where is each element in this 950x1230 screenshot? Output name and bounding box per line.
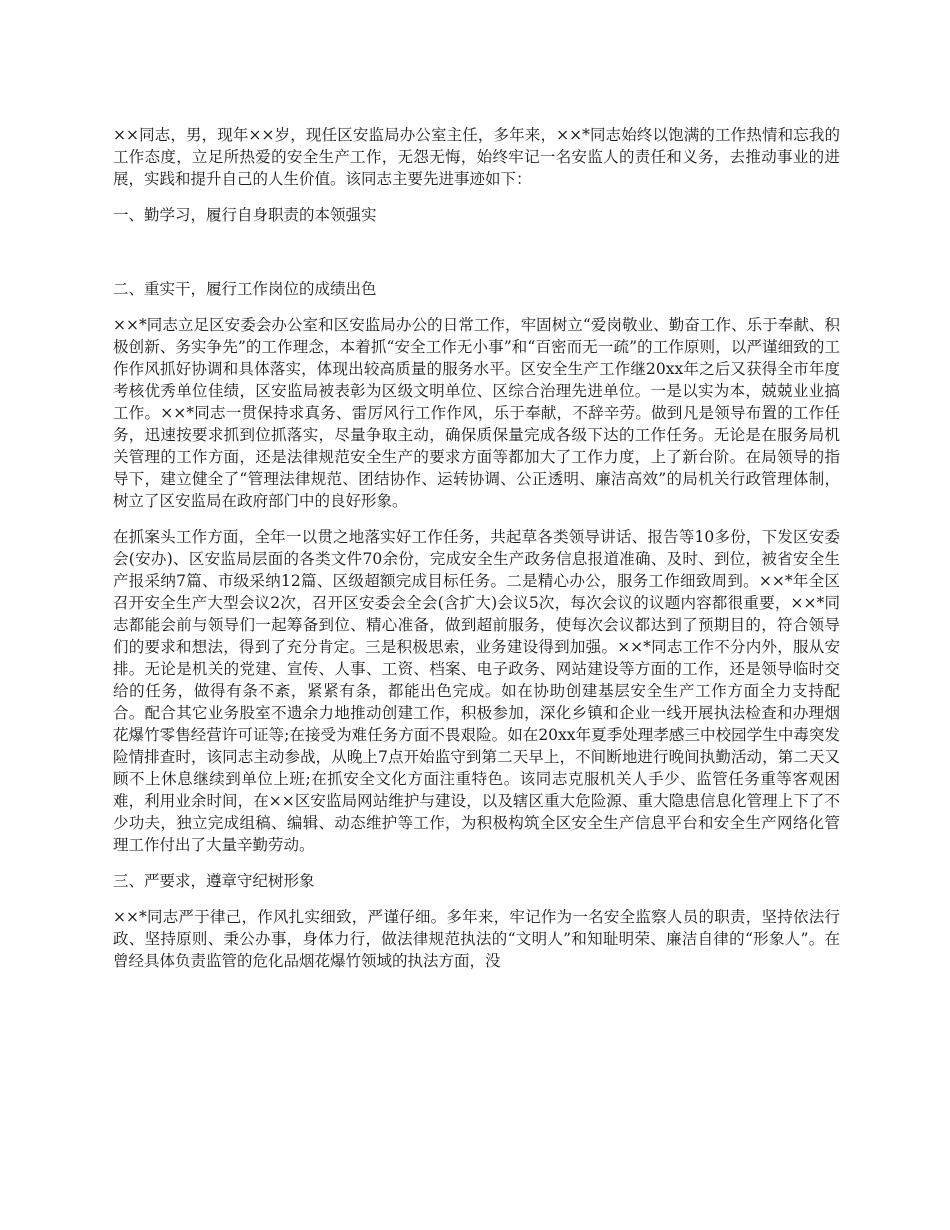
- section-2-paragraph-1: ××*同志立足区安委会办公室和区安监局办公的日常工作，牢固树立“爱岗敬业、勤奋工作、乐于奉献、积极创新、务实争先”的工作理念，本着抓“安全工作无小事”和“百密而无一疏”的工作原则，以严谨细致的工作作风抓好协调和具体落实，体现出较高质量的服务水平。区安全生产工作继20xx年之后又获得全市年度考核优秀单位佳绩，区安监局被表彰为区级文明单位、区综合治理先进单位。一是以实为本，兢兢业业搞工作。××*同志一贯保持求真务、雷厉风行工作作风，乐于奉献，不辞辛劳。做到凡是领导布置的工作任务，迅速按要求抓到位抓落实，尽量争取主动，确保质保量完成各级下达的工作任务。无论是在服务局机关管理的工作方面，还是法律规范安全生产的要求方面等都加大了工作力度，上了新台阶。在局领导的指导下，建立健全了“管理法律规范、团结协作、运转协调、公正透明、廉洁高效”的局机关行政管理体制，树立了区安监局在政府部门中的良好形象。: [113, 316, 840, 510]
- section-heading-2: 二、重实干，履行工作岗位的成绩出色: [113, 280, 377, 298]
- section-heading-1: 一、勤学习，履行自身职责的本领强实: [113, 206, 377, 224]
- section-2-paragraph-2: 在抓案头工作方面，全年一以贯之地落实好工作任务，共起草各类领导讲话、报告等10多份，下发区安委会(安办)、区安监局层面的各类文件70余份，完成安全生产政务信息报道准确、及时、到位，被省安全生产报采纳7篇、市级采纳12篇、区级超额完成目标任务。二是精心办公，服务工作细致周到。××*年全区召开安全生产大型会议2次，召开区安委会全会(含扩大)会议5次，每次会议的议题内容都很重要，××*同志都能会前与领导们一起筹备到位、精心准备，做到超前服务，使每次会议都达到了预期目的，符合领导们的要求和想法，得到了充分肯定。三是积极思索，业务建设得到加强。××*同志工作不分内外，服从安排。无论是机关的党建、宣传、人事、工资、档案、电子政务、网站建设等方面的工作，还是领导临时交给的任务，做得有条不紊，紧紧有条，都能出色完成。如在协助创建基层安全生产工作方面全力支持配合。配合其它业务股室不遗余力地推动创建工作，积极参加，深化乡镇和企业一线开展执法检查和办理烟花爆竹零售经营许可证等;在接受为难任务方面不畏艰险。如在20xx年夏季处理孝感三中校园学生中毒突发险情排查时，该同志主动参战，从晚上7点开始监守到第二天早上，不间断地进行晚间执勤活动，第二天又顾不上休息继续到单位上班;在抓安全文化方面注重特色。该同志克服机关人手少、监管任务重等客观困难，利用业余时间，在××区安监局网站维护与建设，以及辖区重大危险源、重大隐患信息化管理上下了不少功夫，独立完成组稿、编辑、动态维护等工作，为积极构筑全区安全生产信息平台和安全生产网络化管理工作付出了大量辛勤劳动。: [113, 528, 840, 854]
- section-3-paragraph: ××*同志严于律己，作风扎实细致，严谨仔细。多年来，牢记作为一名安全监察人员的职责，坚持依法行政、坚持原则、秉公办事，身体力行，做法律规范执法的“文明人”和知耻明荣、廉洁自律的“形象人”。在曾经具体负责监管的危化品烟花爆竹领域的执法方面，没: [113, 908, 840, 970]
- document-body: [113, 124, 840, 986]
- section-spacer: [113, 240, 840, 278]
- section-heading-3: 三、严要求，遵章守纪树形象: [113, 872, 315, 890]
- intro-paragraph: ××同志，男，现年××岁，现任区安监局办公室主任，多年来，××*同志始终以饱满的工作热情和忘我的工作态度，立足所热爱的安全生产工作，无怨无悔，始终牢记一名安监人的责任和义务，去推动事业的进展，实践和提升自己的人生价值。该同志主要先进事迹如下：: [113, 126, 840, 188]
